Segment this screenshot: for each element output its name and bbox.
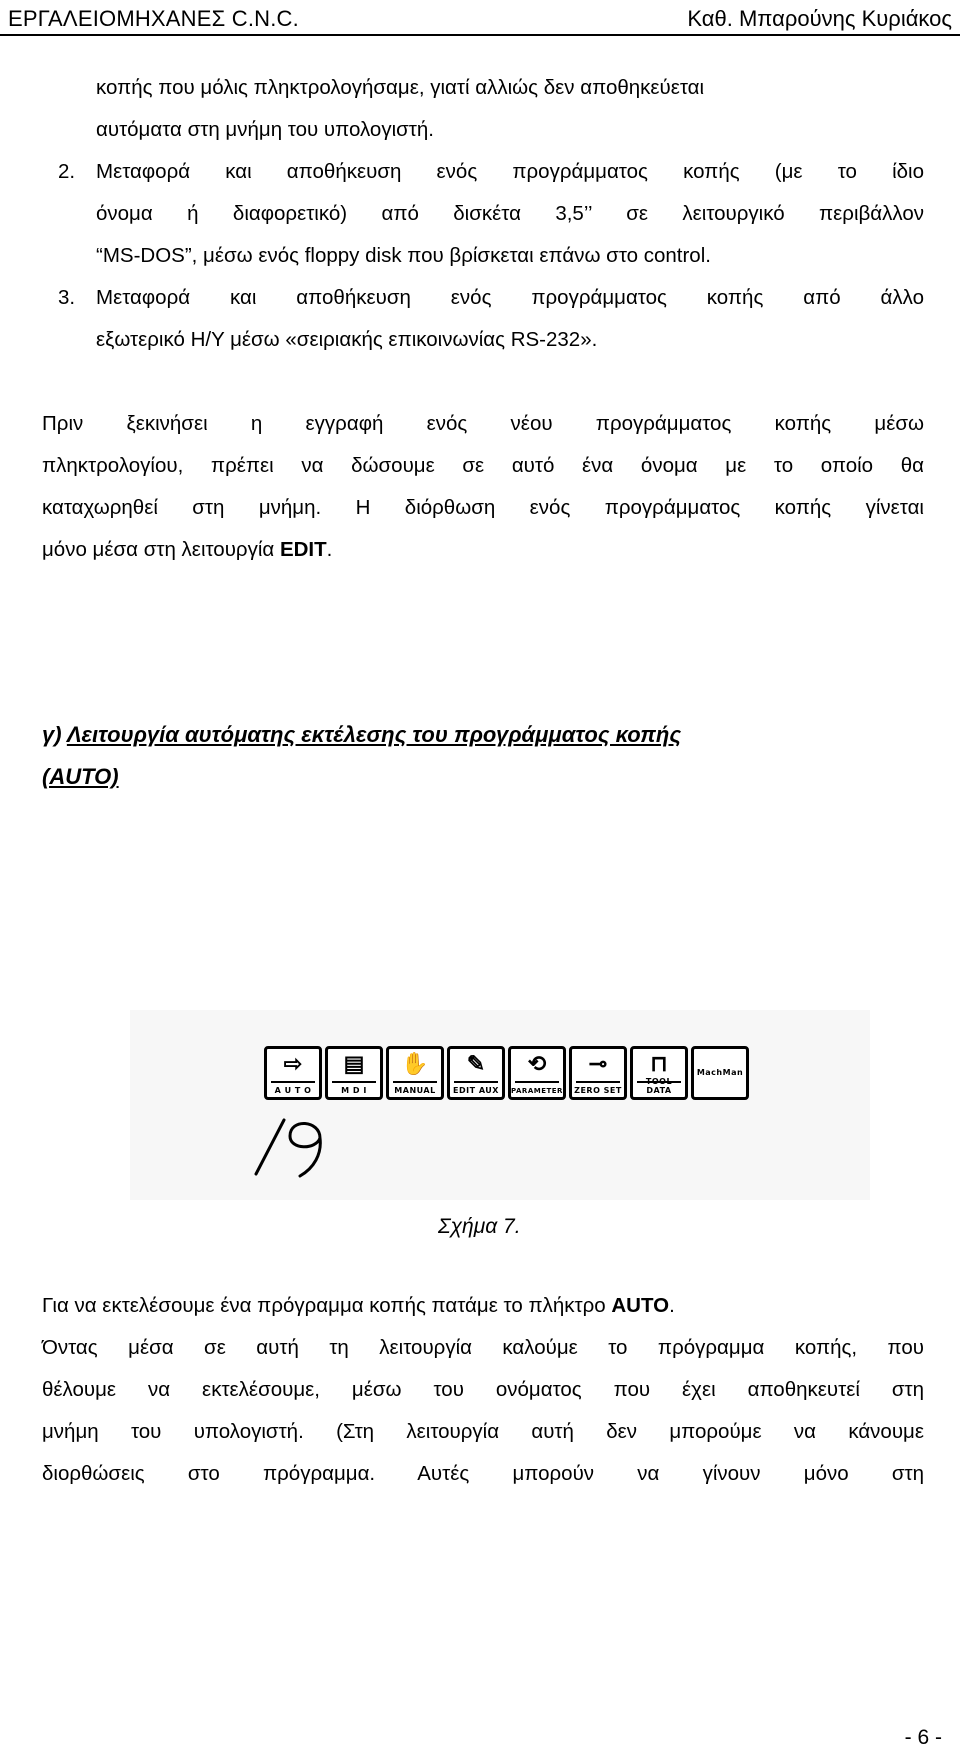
zero-set-key-label: ZERO SET (574, 1086, 622, 1095)
manual-key (386, 1046, 444, 1100)
header-divider (0, 34, 960, 36)
figure-caption: Σχήμα 7. (438, 1215, 521, 1238)
key-divider (454, 1081, 498, 1083)
tool-data-key-label: TOOL DATA (645, 1077, 673, 1095)
section-heading-prefix: γ) (42, 722, 67, 747)
auto-key-label: A U T O (274, 1086, 312, 1095)
machman-key-label: MachMan (696, 1068, 744, 1077)
page-number: - 6 - (904, 1726, 942, 1749)
para1-line-4-text: μόνο μέσα στη λειτουργία (42, 538, 280, 561)
header-course-title: ΕΡΓΑΛΕΙΟΜΗΧΑΝΕΣ C.N.C. (8, 6, 299, 31)
header-author: Καθ. Μπαρούνης Κυριάκος (687, 6, 952, 31)
para1-line-4-end: . (326, 538, 333, 561)
tool-data-icon: ⊓ (650, 1051, 668, 1076)
edit-icon: ✎ (466, 1051, 486, 1076)
para2-line-3: θέλουμε να εκτελέσουμε, μέσω του ονόματος που έχει αποθηκευτεί στη (42, 1378, 924, 1401)
list-line-6: Μεταφορά και αποθήκευση ενός προγράμματος κοπής από άλλο (96, 286, 924, 309)
auto-keyword: AUTO (611, 1294, 670, 1317)
edit-keyword: EDIT (279, 538, 327, 561)
list-line-4: όνομα ή διαφορετικό) από δισκέτα 3,5’’ σε λειτουργικό περιβάλλον (96, 202, 924, 225)
para2-line-5: διορθώσεις στο πρόγραμμα. Αυτές μπορούν να γίνουν μόνο στη (42, 1462, 924, 1485)
auto-arrow-icon: ⇨ (283, 1051, 303, 1076)
mode-key-row (264, 1046, 749, 1100)
edit-aux-key-label: EDIT AUX (453, 1086, 499, 1095)
key-divider (515, 1081, 559, 1083)
para2-line-1-end: . (669, 1294, 675, 1317)
handwritten-number (250, 1110, 340, 1180)
para2-line-1-text: Για να εκτελέσουμε ένα πρόγραμμα κοπής πατάμε το πλήκτρο (42, 1294, 612, 1317)
para1-line-2: πληκτρολογίου, πρέπει να δώσουμε σε αυτό ένα όνομα με το οποίο θα (42, 454, 924, 477)
parameter-key (508, 1046, 566, 1100)
list-line-5: “MS-DOS”, μέσω ενός floppy disk που βρίσκεται επάνω στο control. (96, 244, 711, 267)
page-header (0, 0, 960, 40)
zero-set-icon: ⊸ (588, 1051, 608, 1076)
parameter-key-label: PARAMETER (511, 1087, 563, 1095)
key-divider (332, 1081, 376, 1083)
key-divider (271, 1081, 315, 1083)
para2-line-2: Όντας μέσα σε αυτή τη λειτουργία καλούμε το πρόγραμμα κοπής, που (42, 1336, 924, 1359)
section-heading-title: Λειτουργία αυτόματης εκτέλεσης του προγράμματος κοπής (66, 722, 682, 747)
para1-line-3: καταχωρηθεί στη μνήμη. Η διόρθωση ενός προγράμματος κοπής γίνεται (42, 496, 924, 519)
key-divider (393, 1081, 437, 1083)
section-heading-auto: (AUTO) (42, 764, 119, 789)
section-heading (42, 722, 681, 748)
section-heading-line-2 (42, 764, 119, 790)
manual-key-label: MANUAL (394, 1086, 436, 1095)
list-line-1: κοπής που μόλις πληκτρολογήσαμε, γιατί αλλιώς δεν αποθηκεύεται (96, 76, 705, 99)
para1-line-4 (42, 538, 332, 562)
para1-line-1: Πριν ξεκινήσει η εγγραφή ενός νέου προγράμματος κοπής μέσω (42, 412, 924, 435)
figure-control-panel (130, 1010, 870, 1200)
mdi-icon: ▤ (343, 1051, 365, 1076)
list-line-7: εξωτερικό Η/Υ μέσω «σειριακής επικοινωνίας RS-232». (96, 328, 598, 351)
list-number-3: 3. (58, 286, 76, 309)
machman-key (691, 1046, 749, 1100)
edit-aux-key (447, 1046, 505, 1100)
key-divider (576, 1081, 620, 1083)
parameter-icon: ⟲ (527, 1051, 547, 1076)
list-line-2: αυτόματα στη μνήμη του υπολογιστή. (96, 118, 434, 141)
zero-set-key (569, 1046, 627, 1100)
list-line-3: Μεταφορά και αποθήκευση ενός προγράμματος κοπής (με το ίδιο (96, 160, 924, 183)
para2-line-1 (42, 1294, 675, 1318)
mdi-key (325, 1046, 383, 1100)
para2-line-4: μνήμη του υπολογιστή. (Στη λειτουργία αυτή δεν μπορούμε να κάνουμε (42, 1420, 924, 1443)
list-number-2: 2. (58, 160, 76, 183)
mdi-key-label: M D I (341, 1086, 367, 1095)
tool-data-key (630, 1046, 688, 1100)
auto-key (264, 1046, 322, 1100)
hand-icon: ✋ (401, 1051, 429, 1076)
